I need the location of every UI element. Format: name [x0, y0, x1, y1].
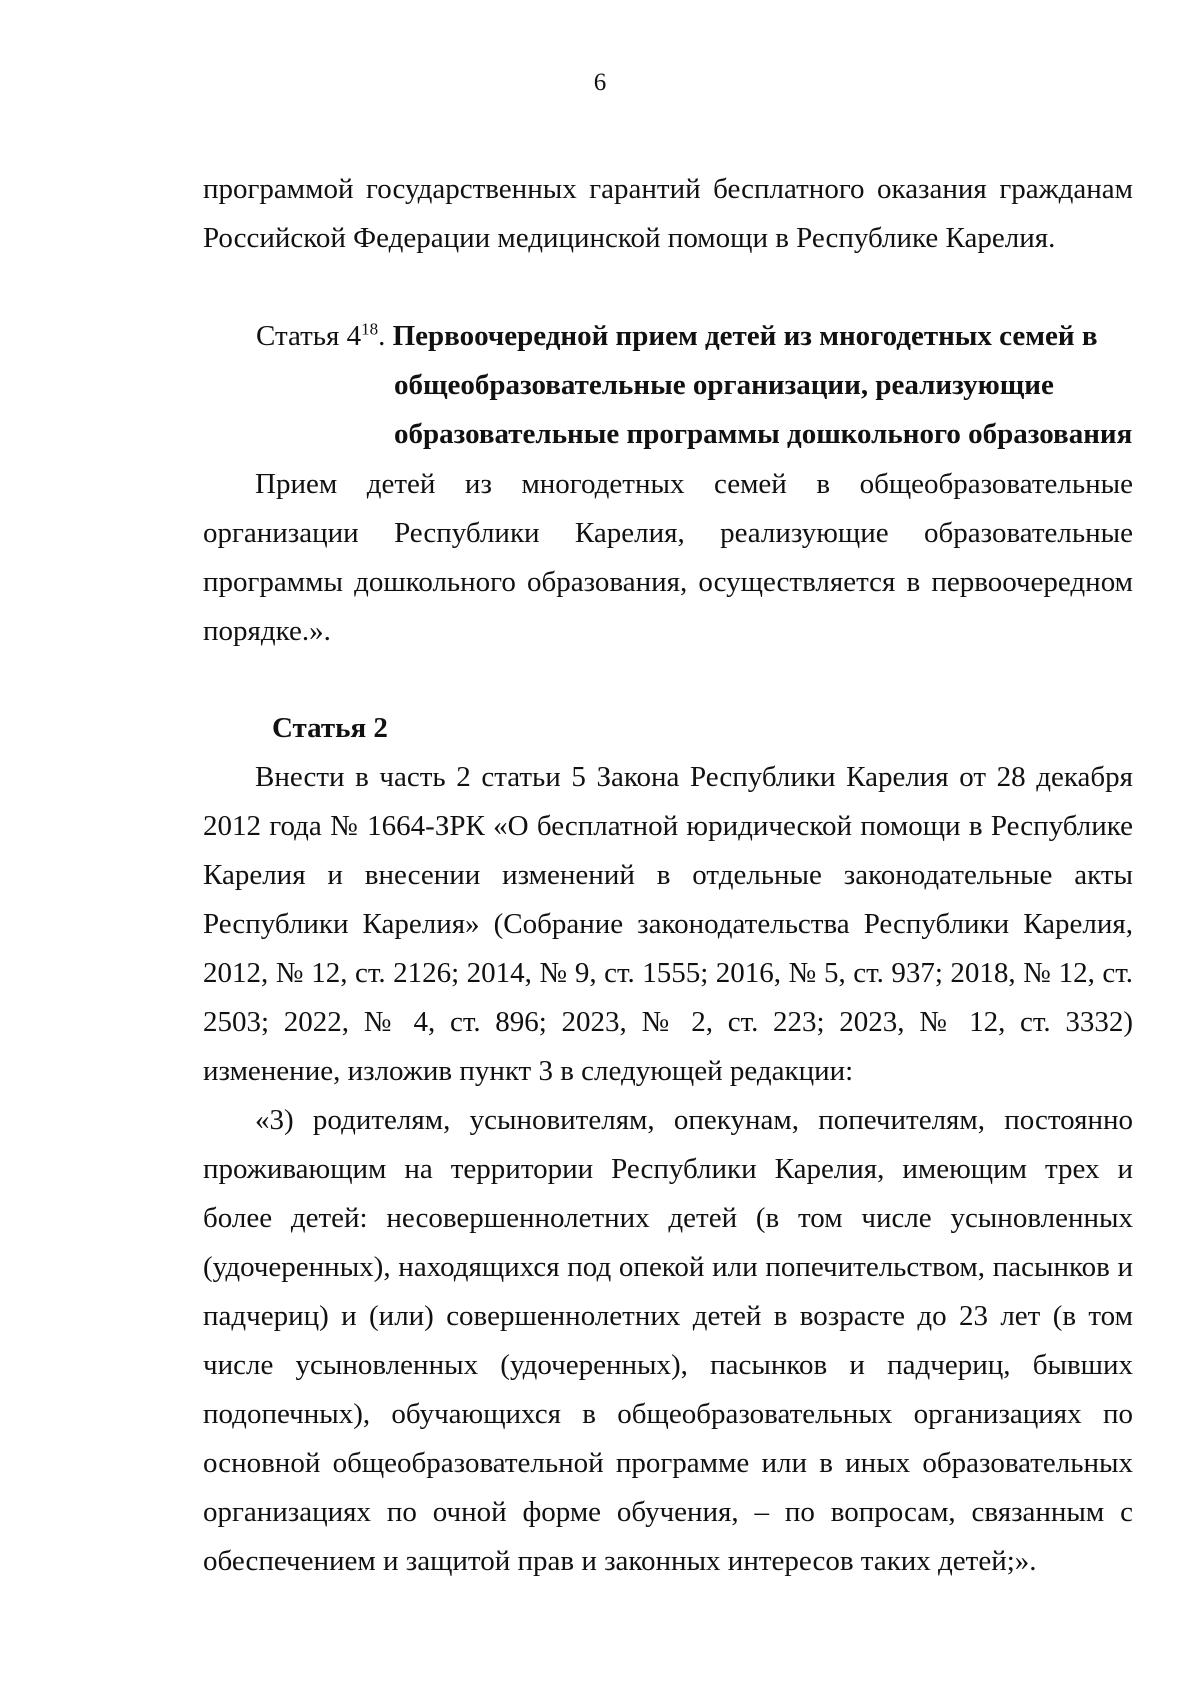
article-4-18-body: Прием детей из многодетных семей в общеобразовательные организации Республики Карелия, реализующие образовательные программы дошкольного образования, осуществляется в первоочередном порядке.». — [203, 468, 1133, 647]
article-2-heading: Статья 2 — [272, 712, 388, 744]
intro-paragraph: программой государственных гарантий бесплатного оказания гражданам Российской Федерации медицинской помощи в Республике Карелия. — [203, 173, 1133, 254]
article-2-paragraph-1: Внести в часть 2 статьи 5 Закона Республики Карелия от 28 декабря 2012 года № 1664-ЗРК «О бесплатной юридической помощи в Республике Карелия и внесении изменений в отдельные законодательные акты Республики Карелия» (Собрание законодательства Республики Карелия, 2012, № 12, ст. 2126; 2014, № 9, ст. 1555; 2016, № 5, ст. 937; 2018, № 12, ст. 2503; 2022, № 4, ст. 896; 2023, № 2, ст. 223; 2023, № 12, ст. 3332) изменение, изложив пункт 3 в следующей редакции: — [203, 761, 1133, 1087]
article-4-18-heading — [256, 312, 1136, 459]
article-2-body-block — [203, 753, 1133, 1586]
intro-block — [203, 165, 1133, 263]
article-4-18-title-line3: образовательные программы дошкольного образования — [394, 418, 1133, 450]
article-2-paragraph-2: «3) родителям, усыновителям, опекунам, попечителям, постоянно проживающим на территории Республики Карелия, имеющим трех и более детей: несовершеннолетних детей (в том числе усыновленных (удочеренных), находящихся под опекой или попечительством, пасынков и падчериц) и (или) совершеннолетних детей в возрасте до 23 лет (в том числе усыновленных (удочеренных), пасынков и падчериц, бывших подопечных), обучающихся в общеобразовательных организациях по основной общеобразовательной программе или в иных образовательных организациях по очной форме обучения, – по вопросам, связанным с обеспечением и защитой прав и законных интересов таких детей;». — [203, 1104, 1133, 1577]
article-4-18-superscript: 18 — [361, 319, 379, 339]
article-4-18-title-line1: Первоочередной прием детей из многодетных семей в — [392, 320, 1098, 352]
article-4-18-title-line2: общеобразовательные организации, реализующие — [394, 369, 1054, 401]
article-4-18-prefix: Статья 4 — [256, 320, 362, 352]
article-4-18-dot: . — [378, 320, 393, 352]
article-4-18-heading-line1 — [256, 312, 1136, 361]
article-4-18-body-block — [203, 460, 1133, 656]
page-number: 6 — [593, 69, 607, 96]
